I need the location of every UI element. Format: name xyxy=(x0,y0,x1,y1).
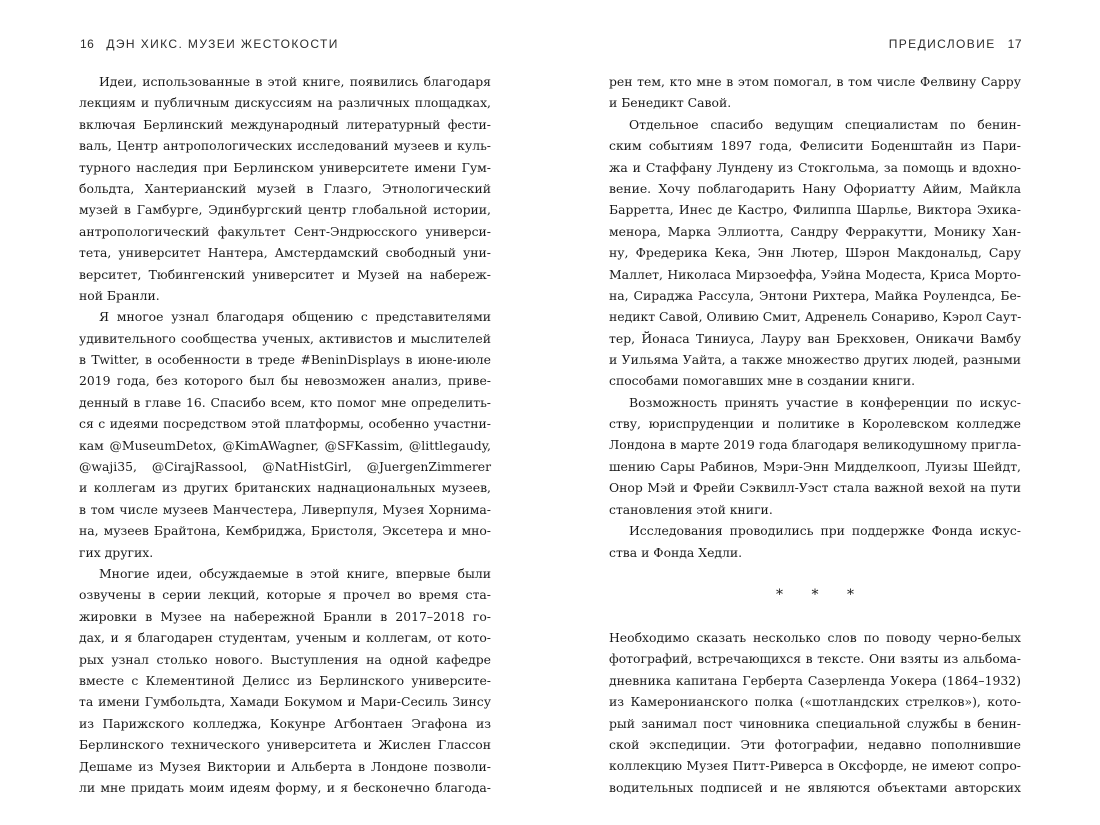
right-page xyxy=(550,0,1100,825)
text-line: Онор Мэй и Фрейи Сэквилл-Уэст стала важной вехой на пути xyxy=(609,480,1021,496)
text-line: и Бенедикт Савой. xyxy=(609,95,732,111)
text-line: Барретта, Инес де Кастро, Филиппа Шарлье, Виктора Эхика- xyxy=(609,202,1021,218)
text-line: из Камеронианского полка («шотландских стрелков»), кото- xyxy=(609,694,1021,710)
text-line: дневника капитана Герберта Сазерленда Уокера (1864–1932) xyxy=(609,672,1021,688)
text-line: ству, юриспруденции и политике в Королевском колледже xyxy=(609,416,1021,432)
text-line: Лондона в марте 2019 года благодаря великодушному пригла- xyxy=(609,437,1021,452)
text-line: рый занимал пост чиновника специальной службы в бенин- xyxy=(609,715,1021,731)
left-running-head xyxy=(80,37,339,51)
text-line: Дешаме из Музея Виктории и Альберта в Лондоне позволи- xyxy=(79,758,491,774)
text-line: шению Сары Рабинов, Мэри-Энн Мидделкооп, Луизы Шейдт, xyxy=(609,459,1021,475)
text-line: фотографий, встречающихся в тексте. Они взяты из альбома- xyxy=(609,651,1021,667)
text-line: рен тем, кто мне в этом помогал, в том числе Фелвину Сарру xyxy=(609,74,1021,89)
right-page-number: 17 xyxy=(1007,37,1022,51)
text-line: 2019 года, без которого был бы невозможен анализ, приве- xyxy=(79,373,491,389)
text-line: жировки в Музее на набережной Бранли в 2017–2018 го- xyxy=(79,608,491,624)
text-line: вение. Хочу поблагодарить Нану Офориатту Айим, Майкла xyxy=(609,180,1021,196)
text-line: рых узнал столько нового. Выступления на одной кафедре xyxy=(79,651,491,667)
text-line: верситет, Тюбингенский университет и Музей на набереж- xyxy=(79,266,491,282)
text-line: в том числе музеев Манчестера, Ливерпуля, Музея Хорнима- xyxy=(79,501,491,517)
text-line: та имени Гумбольдта, Хамади Бокумом и Мари-Сесиль Зинсу xyxy=(79,694,491,710)
right-text-block-before xyxy=(609,71,1021,563)
text-line: валь, Центр антропологических исследований музеев и куль- xyxy=(79,138,491,154)
section-separator: * * * xyxy=(776,586,866,603)
right-body-text xyxy=(609,71,1021,798)
text-line: Берлинского технического университета и Жислен Глассон xyxy=(79,737,491,753)
text-line: и Уильяма Уайта, а также множество других людей, разными xyxy=(609,352,1021,368)
text-line: ли мне придать моим идеям форму, и я бесконечно благода- xyxy=(79,779,491,795)
text-line: Идеи, использованные в этой книге, появились благодаря xyxy=(99,74,491,89)
text-line: дах, и я благодарен студентам, ученым и коллегам, от кото- xyxy=(79,630,491,646)
text-line: водительных подписей и не являются объектами авторских xyxy=(609,779,1021,795)
left-body-text xyxy=(79,71,491,798)
text-line: лекциям и публичным дискуссиям на различных площадках, xyxy=(79,95,491,111)
text-line: ной Бранли. xyxy=(79,287,160,303)
text-line: становления этой книги. xyxy=(609,501,773,517)
text-line: Возможность принять участие в конференции по искус- xyxy=(629,394,1021,410)
text-line: гих других. xyxy=(79,544,154,560)
right-running-head-title: ПРЕДИСЛОВИЕ xyxy=(888,37,996,51)
text-line: тер, Йонаса Тиниуса, Лауру ван Брекховен, Оникачи Вамбу xyxy=(609,330,1021,346)
text-line: в Twitter, в особенности в треде #BeninDisplays в июне-июле xyxy=(79,352,491,368)
text-line: ства и Фонда Хедли. xyxy=(609,544,743,560)
text-line: способами помогавших мне в создании книги. xyxy=(609,373,916,389)
text-line: вместе с Клементиной Делисс из Берлинского университе- xyxy=(79,672,491,688)
text-line: озвучены в серии лекций, которые я прочел во время ста- xyxy=(79,587,491,603)
text-line: Маллет, Николаса Мирзоеффа, Уэйна Модеста, Криса Морто- xyxy=(609,266,1021,282)
text-line: коллекцию Музея Питт-Риверса в Оксфорде, не имеют сопро- xyxy=(609,758,1021,774)
text-line: жа и Стаффану Лундену из Стокгольма, за помощь и вдохно- xyxy=(609,159,1021,175)
right-text-block-after xyxy=(609,627,1021,798)
text-line: удивительного сообщества ученых, активистов и мыслителей xyxy=(79,330,491,346)
text-line: из Парижского колледжа, Кокунре Агбонтаен Эгафона из xyxy=(79,715,491,731)
text-line: ским событиям 1897 года, Фелисити Боденштайн из Пари- xyxy=(609,138,1021,154)
text-line: недикт Савой, Оливию Смит, Адренель Сонариво, Кэрол Саут- xyxy=(609,309,1022,325)
text-line: тета, университет Нантера, Амстердамский свободный уни- xyxy=(79,245,491,261)
text-line: Необходимо сказать несколько слов по поводу черно-белых xyxy=(609,629,1021,645)
text-line: кам @MuseumDetox, @KimAWagner, @SFKassim, @littlegaudy, xyxy=(79,437,491,453)
text-line: на, музеев Брайтона, Кембриджа, Бристоля, Эксетера и мно- xyxy=(79,523,491,539)
right-running-head xyxy=(889,37,1022,51)
text-line: на, Сираджа Рассула, Энтони Рихтера, Майка Роулендса, Бе- xyxy=(609,287,1021,303)
text-line: ской экспедиции. Эти фотографии, недавно пополнившие xyxy=(609,736,1021,752)
text-line: денный в главе 16. Спасибо всем, кто помог мне определить- xyxy=(79,394,491,410)
left-running-head-title: ДЭН ХИКС. МУЗЕИ ЖЕСТОКОСТИ xyxy=(106,37,339,51)
text-line: ну, Фредерика Кека, Энн Лютер, Шэрон Макдональд, Сару xyxy=(609,245,1021,261)
text-line: турного наследия при Берлинском университете имени Гум- xyxy=(79,159,491,175)
text-line: больдта, Хантерианский музей в Глазго, Этнологический xyxy=(79,180,491,196)
text-line: Отдельное спасибо ведущим специалистам по бенин- xyxy=(629,116,1021,132)
text-line: ся с идеями посредством этой платформы, особенно участни- xyxy=(79,416,491,432)
text-line: и коллегам из других британских наднациональных музеев, xyxy=(79,480,491,496)
text-line: Исследования проводились при поддержке Фонда искус- xyxy=(629,523,1021,539)
left-page-number: 16 xyxy=(80,37,95,51)
text-line: менора, Марка Эллиотта, Сандру Ферракутти, Монику Хан- xyxy=(609,223,1021,239)
text-line: включая Берлинский международный литературный фести- xyxy=(79,116,491,132)
text-line: антропологический факультет Сент-Эндрюсского универси- xyxy=(79,223,491,239)
text-line: Многие идеи, обсуждаемые в этой книге, впервые были xyxy=(99,565,491,581)
text-line: музей в Гамбурге, Эдинбургский центр глобальной истории, xyxy=(79,202,491,218)
text-line: @waji35, @CirajRassool, @NatHistGirl, @JuergenZimmerer xyxy=(79,459,491,475)
text-line: Я многое узнал благодаря общению с представителями xyxy=(99,309,491,325)
